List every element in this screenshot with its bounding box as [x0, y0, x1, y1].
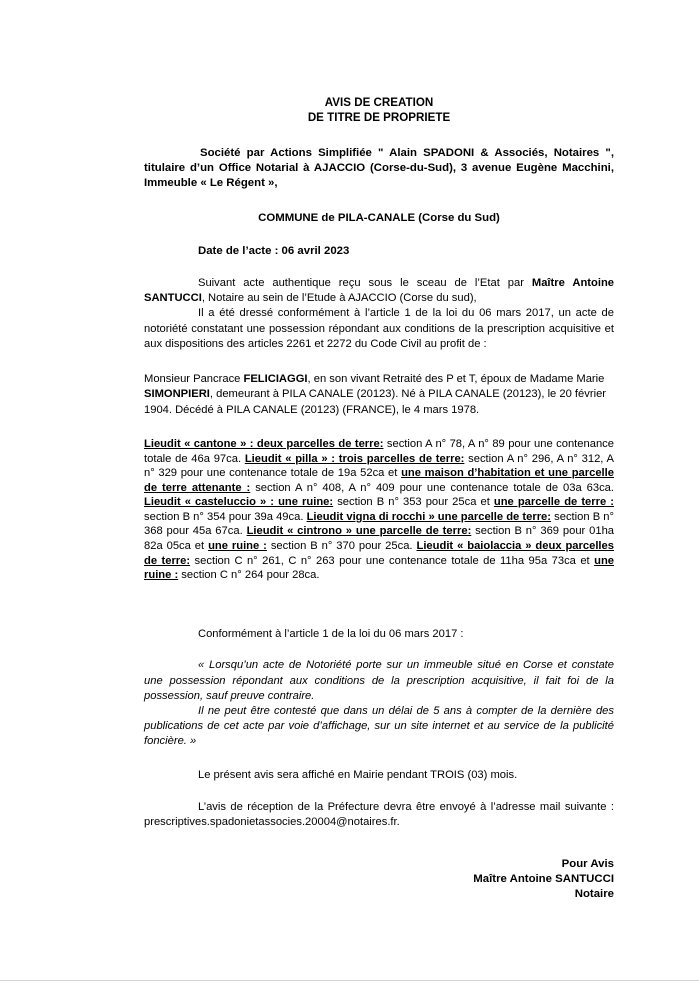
mail-end: .: [396, 816, 400, 829]
authentic-act-text-2: , Notaire au sein de l’Etude à AJACCIO (Corse du sud),: [201, 292, 477, 305]
parcel-heading: Lieudit « cantone » : deux parcelles de terre:: [144, 437, 384, 450]
firm-identification: [144, 146, 614, 192]
identity-suffix: , demeurant à PILA CANALE (20123). Né à PILA CANALE (20123), le 20 février 1904. Décédé à PILA CANALE (20123) (FRANCE), le 4 mars 1978.: [144, 388, 607, 416]
quote-intro: Conformément à l’article 1 de la loi du 06 mars 2017 :: [198, 627, 464, 640]
law-reference-text: Il a été dressé conformément à l’article 1 de la loi du 06 mars 2017, un acte de notoriété constatant une possession répondant aux conditions de la prescription acquisitive et aux dispositions des articles 2261 et 2272 du Code Civil au profit de :: [144, 307, 614, 350]
quote-paragraph-2: [144, 704, 614, 750]
parcel-body-secondary: section A n° 408, A n° 409 pour une contenance totale de 03a 63ca.: [250, 481, 615, 494]
parcel-body: section B n° 369 pour 01ha 82a 05ca et: [144, 525, 615, 553]
signature-line-1: Pour Avis: [561, 857, 614, 870]
parcel-body-secondary: section C n° 264 pour 28ca.: [178, 569, 320, 582]
firm-text: Société par Actions Simplifiée " Alain SPADONI & Associés, Notaires ", titulaire d’un Office Notarial à AJACCIO (Corse-du-Sud), 3 avenue Eugène Macchini, Immeuble « Le Régent »,: [144, 146, 614, 190]
display-notice: Le présent avis sera affiché en Mairie pendant TROIS (03) mois.: [198, 768, 518, 781]
law-reference-paragraph: [144, 306, 614, 352]
quote-paragraph-1-text: « Lorsqu’un acte de Notoriété porte sur un immeuble situé en Corse et constate une possession répondant aux conditions de la prescription acquisitive, il fait foi de la possession, sauf preuve contraire.: [144, 659, 614, 702]
parcel-heading-secondary: une ruine :: [208, 540, 267, 553]
parcel-body: section A n° 296, A n° 312, A n° 329 pour une contenance totale de 19a 52ca et: [144, 452, 615, 480]
mail-instruction: [144, 800, 614, 830]
title-line-1: AVIS DE CREATION: [324, 96, 434, 109]
identity-spouse-surname: SIMONPIERI: [144, 388, 210, 401]
signature-line-3: Notaire: [574, 888, 614, 901]
beneficiary-identity: [144, 372, 614, 418]
parcel-heading-secondary: une ruine :: [144, 554, 614, 582]
parcel-heading-secondary: une parcelle de terre :: [493, 496, 614, 509]
notary-name-inline: Maître Antoine SANTUCCI: [144, 277, 614, 305]
parcel-body: section C n° 261, C n° 263 pour une contenance totale de 11ha 95a 73ca et: [190, 554, 595, 567]
document-body: [144, 96, 614, 902]
authentic-act-text-1: Suivant acte authentique reçu sous le sceau de l’Etat par: [198, 277, 532, 289]
document-title: [144, 96, 614, 126]
act-date: Date de l’acte : 06 avril 2023: [198, 245, 350, 258]
identity-surname: FELICIAGGI: [243, 373, 308, 386]
parcel-body-secondary: section B n° 354 pour 39a 49ca.: [144, 510, 304, 523]
parcel-heading: Lieudit « cintrono » une parcelle de terre:: [246, 525, 472, 538]
mail-instruction-text: L’avis de réception de la Préfecture devra être envoyé à l’adresse mail suivante :: [198, 801, 614, 814]
parcel-body: section B n° 353 pour 25ca et: [333, 496, 494, 509]
parcel-heading: Lieudit « casteluccio » : une ruine:: [144, 496, 334, 509]
law-quotation: [144, 658, 614, 749]
title-line-2: DE TITRE DE PROPRIETE: [307, 110, 451, 124]
quote-paragraph-2-text: Il ne peut être contesté que dans un délai de 5 ans à compter de la dernière des publications de cet acte par voie d’affichage, sur un site internet et au service de la publicité foncière. »: [144, 705, 614, 748]
parcel-heading: Lieudit « pilla » : trois parcelles de terre:: [244, 452, 465, 465]
quote-paragraph-1: [144, 658, 614, 704]
identity-middle: , en son vivant Retraité des P et T, époux de Madame Marie: [307, 373, 605, 386]
parcel-body: section B n° 368 pour 45a 67ca.: [144, 510, 614, 538]
identity-prefix: Monsieur Pancrace: [144, 373, 244, 386]
parcel-heading: Lieudit « baiolaccia » deux parcelles de terre:: [144, 540, 614, 567]
authentic-act-paragraph: [144, 276, 614, 306]
parcel-list: [144, 437, 614, 583]
parcel-body-secondary: section B n° 370 pour 25ca.: [266, 540, 413, 553]
commune-heading: COMMUNE de PILA-CANALE (Corse du Sud): [258, 211, 500, 224]
mail-address: prescriptives.spadonietassocies.20004@notaires.fr: [144, 816, 397, 829]
parcel-body: section A n° 78, A n° 89 pour une contenance totale de 46a 97ca.: [144, 437, 614, 465]
signature-line-2: Maître Antoine SANTUCCI: [473, 872, 614, 885]
parcel-heading-secondary: une maison d’habitation et une parcelle de terre attenante :: [144, 467, 614, 494]
signature-block: [144, 857, 614, 903]
parcel-heading: Lieudit vigna di rocchi » une parcelle de terre:: [306, 510, 552, 523]
